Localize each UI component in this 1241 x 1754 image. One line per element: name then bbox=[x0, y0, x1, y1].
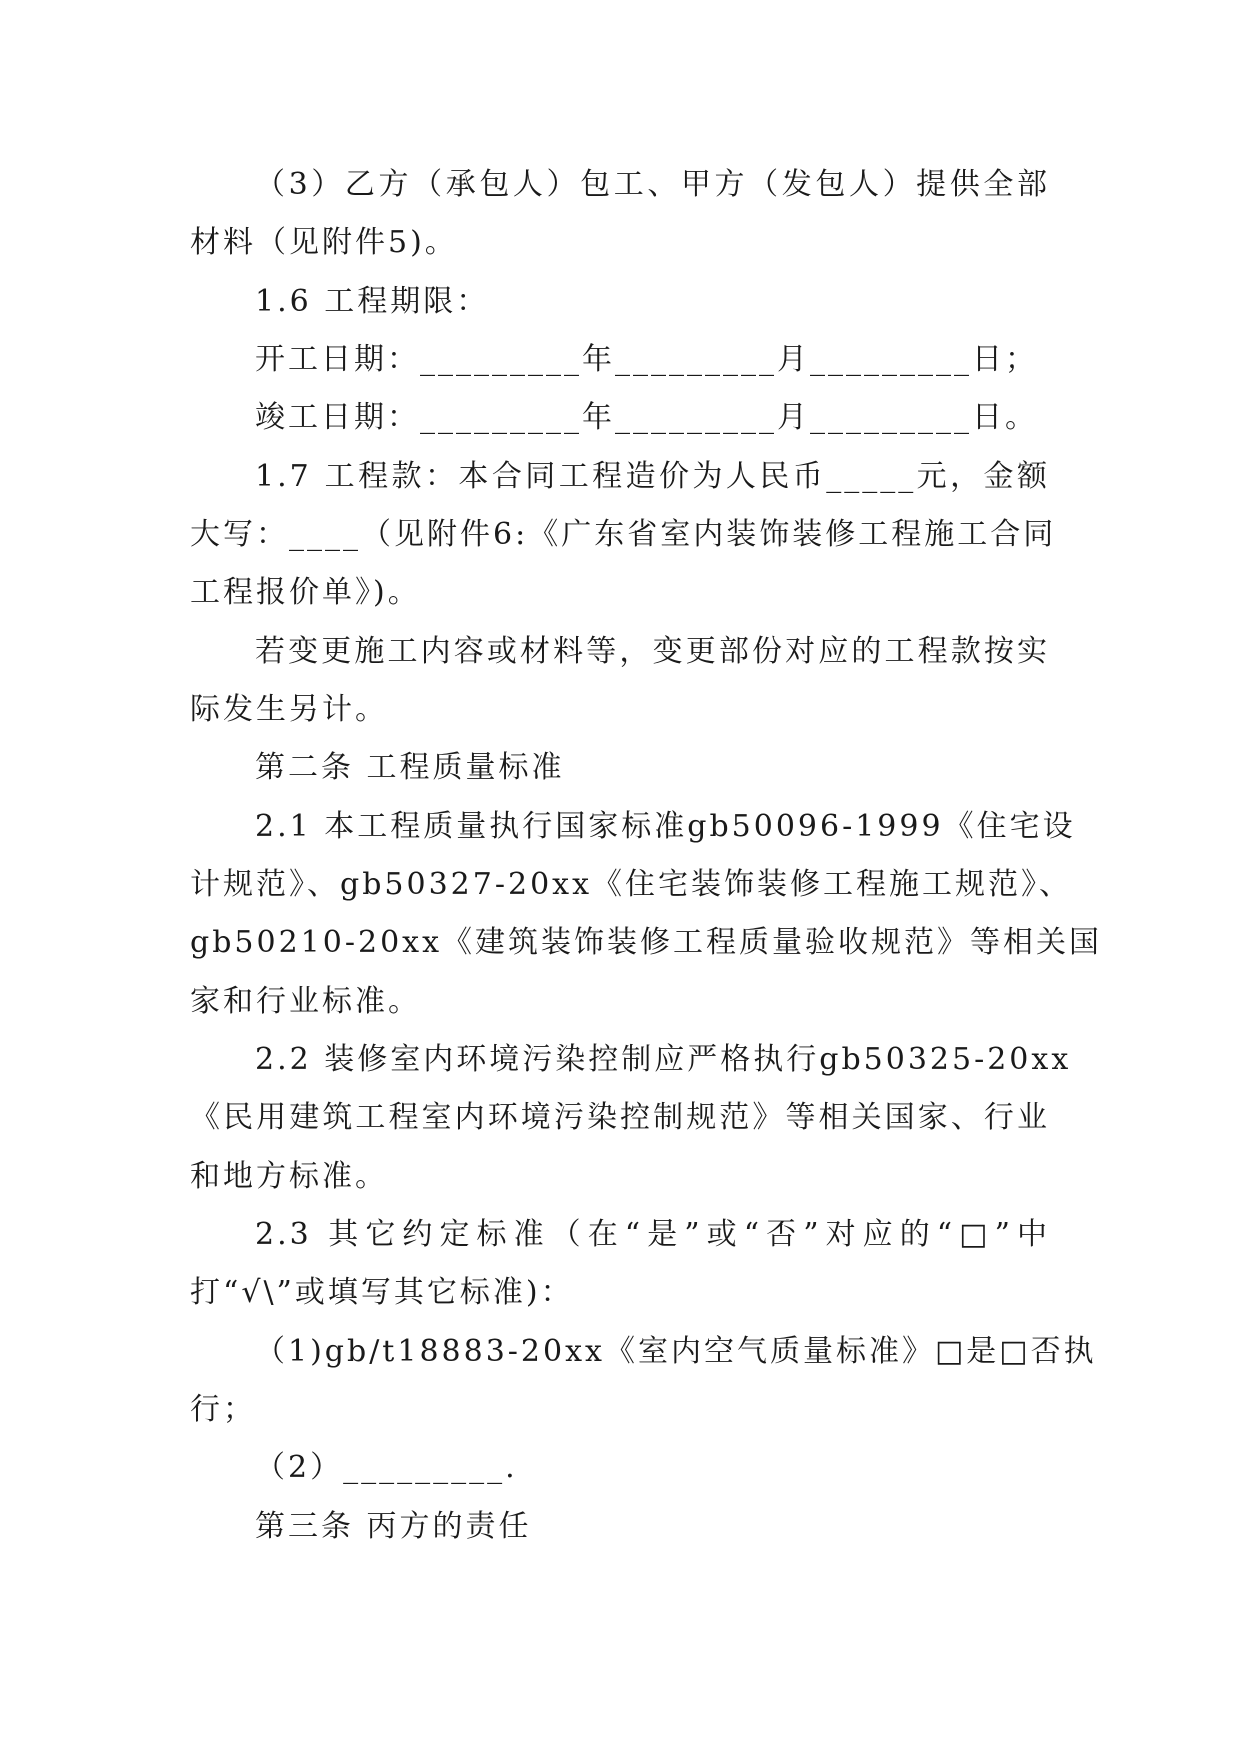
text-line: 大写：____（见附件6:《广东省室内装饰装修工程施工合同 bbox=[190, 517, 1057, 552]
text-line: 1.7 工程款：本合同工程造价为人民币_____元，金额 bbox=[255, 459, 1050, 494]
text-line: 和地方标准。 bbox=[190, 1159, 388, 1194]
text-line: 工程报价单》)。 bbox=[190, 575, 421, 610]
text-line: 开工日期：_________年_________月_________日； bbox=[255, 342, 1038, 377]
section-heading: 第二条 工程质量标准 bbox=[255, 750, 565, 785]
text-line: 家和行业标准。 bbox=[190, 984, 421, 1019]
text-line: 2.3 其它约定标准（在“是”或“否”对应的“□”中 bbox=[255, 1217, 1050, 1252]
text-line: 行； bbox=[190, 1392, 256, 1427]
text-line: 竣工日期：_________年_________月_________日。 bbox=[255, 400, 1038, 435]
text-line: 1.6 工程期限： bbox=[255, 284, 490, 319]
text-line: 打“√\”或填写其它标准)： bbox=[190, 1275, 574, 1310]
text-line: （2）_________. bbox=[255, 1450, 518, 1485]
text-line: gb50210-20xx《建筑装饰装修工程质量验收规范》等相关国 bbox=[190, 925, 1102, 960]
text-line: 材料（见附件5)。 bbox=[190, 225, 458, 260]
text-line: 《民用建筑工程室内环境污染控制规范》等相关国家、行业 bbox=[190, 1100, 1050, 1135]
text-line: 2.2 装修室内环境污染控制应严格执行gb50325-20xx bbox=[255, 1042, 1072, 1077]
text-line: （1)gb/t18883-20xx《室内空气质量标准》□是□否执 bbox=[255, 1334, 1097, 1369]
text-line: 若变更施工内容或材料等，变更部份对应的工程款按实 bbox=[255, 634, 1050, 669]
text-line: 2.1 本工程质量执行国家标准gb50096-1999《住宅设 bbox=[255, 809, 1076, 844]
text-line: 际发生另计。 bbox=[190, 692, 388, 727]
section-heading: 第三条 丙方的责任 bbox=[255, 1509, 532, 1544]
text-line: 计规范》、gb50327-20xx《住宅装饰装修工程施工规范》、 bbox=[190, 867, 1072, 902]
text-line: （3）乙方（承包人）包工、甲方（发包人）提供全部 bbox=[255, 167, 1050, 202]
